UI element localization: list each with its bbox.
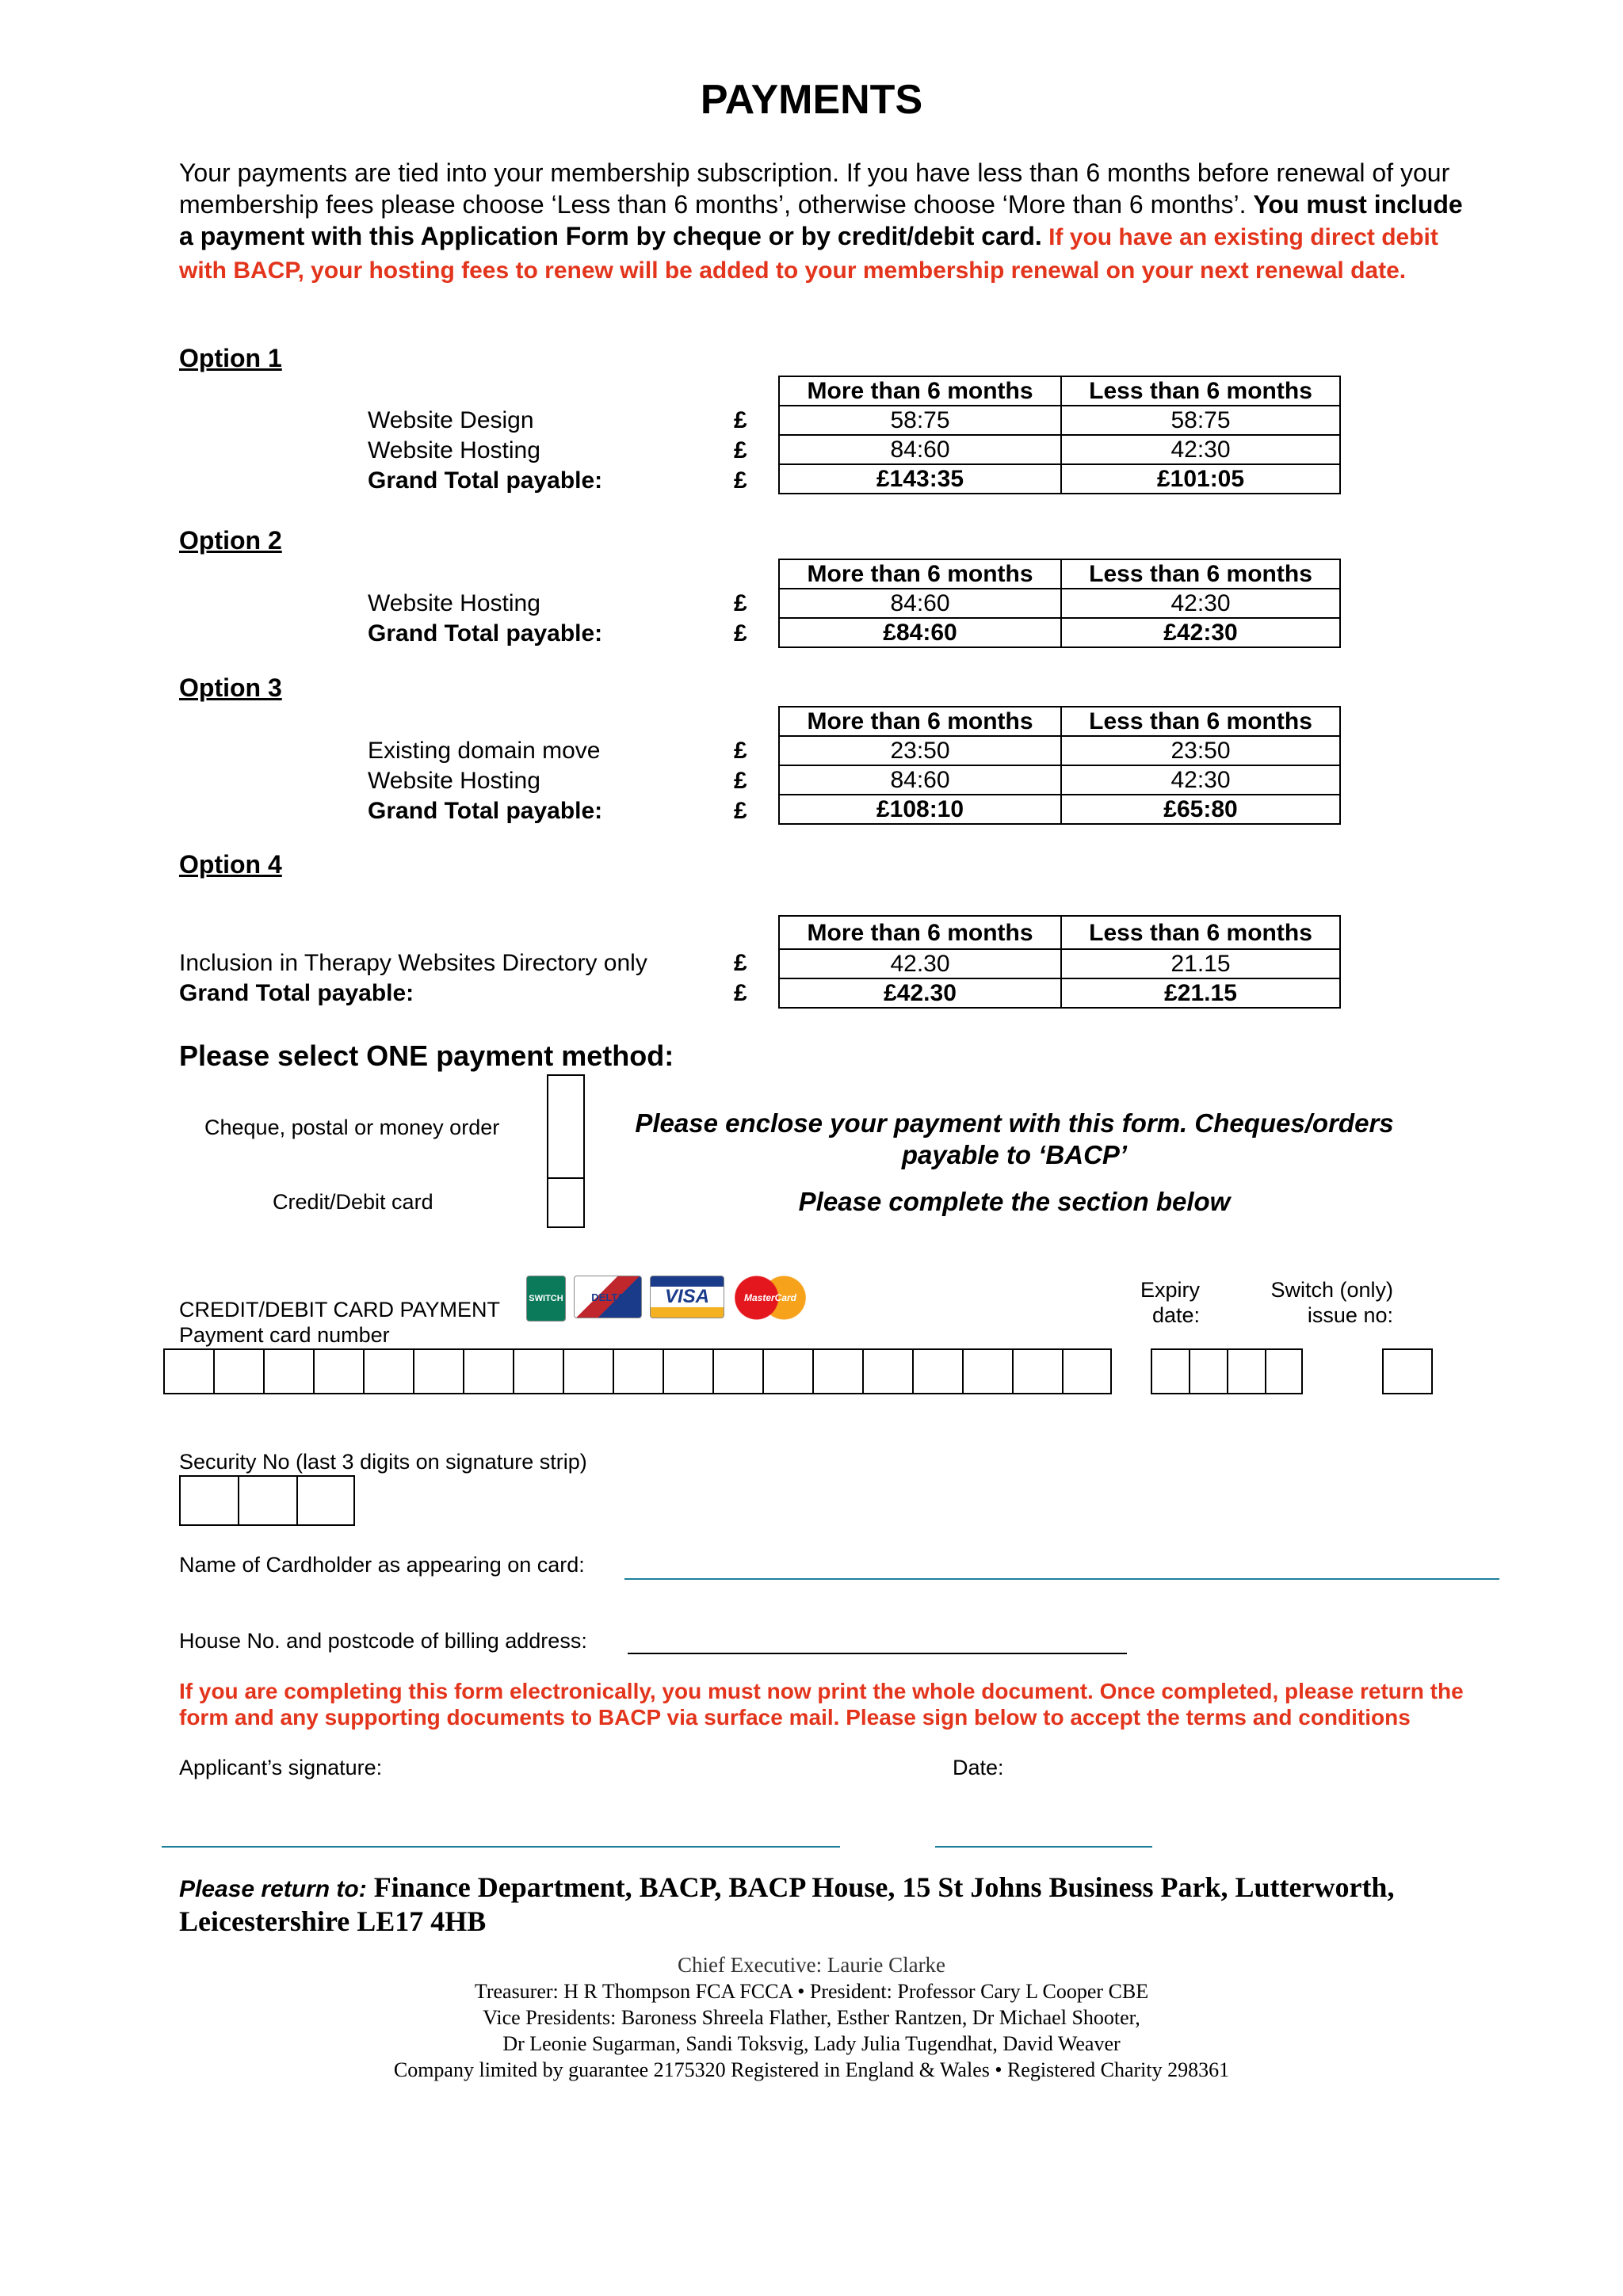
page-title: PAYMENTS [700, 77, 923, 123]
total-cell: £65:80 [1061, 795, 1340, 824]
currency-symbol: £ [734, 768, 747, 794]
col-less-header: Less than 6 months [1061, 916, 1340, 949]
option-3-row-2-label: Website Hosting [368, 768, 540, 794]
billing-address-field[interactable] [628, 1651, 1127, 1654]
price-cell: 84:60 [779, 435, 1061, 464]
price-cell: 23:50 [779, 736, 1061, 765]
option-3-row-1-label: Existing domain move [368, 738, 601, 764]
option-1-row-2-label: Website Hosting [368, 437, 540, 463]
total-cell: £42:30 [1061, 618, 1340, 647]
total-cell: £84:60 [779, 618, 1061, 647]
col-more-header: More than 6 months [779, 559, 1061, 589]
intro-paragraph [179, 157, 1463, 287]
price-cell: 23:50 [1061, 736, 1340, 765]
total-cell: £101:05 [1061, 464, 1340, 494]
card-payment-heading: CREDIT/DEBIT CARD PAYMENT [179, 1298, 501, 1322]
col-less-header: Less than 6 months [1061, 707, 1340, 736]
col-more-header: More than 6 months [779, 916, 1061, 949]
price-cell: 42.30 [779, 949, 1061, 978]
return-address-text: Finance Department, BACP, BACP House, 15 St Johns Business Park, Lutterworth, Leicestershire LE17 4HB [179, 1871, 1395, 1937]
price-cell: 42:30 [1061, 765, 1340, 795]
option-4-row-1-label: Inclusion in Therapy Websites Directory only [179, 950, 647, 976]
option-4-heading: Option 4 [179, 850, 282, 879]
billing-address-label: House No. and postcode of billing address: [179, 1629, 587, 1653]
footer-treasurer: Treasurer: H R Thompson FCA FCCA • President: Professor Cary L Cooper CBE [474, 1980, 1149, 2003]
switch-logo-icon: SWITCH [526, 1276, 566, 1322]
currency-symbol: £ [734, 590, 747, 616]
currency-symbol: £ [734, 407, 747, 433]
footer-vice-presidents-2: Dr Leonie Sugarman, Sandi Toksvig, Lady Julia Tugendhat, David Weaver [502, 2032, 1121, 2055]
card-label: Credit/Debit card [273, 1190, 433, 1214]
col-less-header: Less than 6 months [1061, 559, 1340, 589]
switch-issue-label: Switch (only) issue no: [1270, 1278, 1393, 1327]
card-number-field[interactable] [163, 1348, 1112, 1394]
footer-company: Company limited by guarantee 2175320 Registered in England & Wales • Registered Charity 298361 [393, 2058, 1230, 2081]
date-field[interactable] [935, 1844, 1152, 1848]
expiry-label: Expiry date: [1140, 1278, 1200, 1327]
security-number-field[interactable] [179, 1475, 355, 1526]
cheque-note: Please enclose your payment with this form. Cheques/orders payable to ‘BACP’ [635, 1108, 1394, 1169]
col-more-header: More than 6 months [779, 376, 1061, 406]
price-cell: 58:75 [779, 406, 1061, 435]
cardholder-name-field[interactable] [624, 1577, 1499, 1580]
option-2-row-2-label: Grand Total payable: [368, 620, 603, 646]
option-2-heading: Option 2 [179, 526, 282, 555]
option-2-row-1-label: Website Hosting [368, 590, 540, 616]
card-logos [526, 1276, 808, 1322]
intro-red-note: If you have an existing direct debit with BACP, your hosting fees to renew will be added to your membership renewal on your next renewal date. [179, 224, 1438, 284]
total-cell: £108:10 [779, 795, 1061, 824]
option-1-row-1-label: Website Design [368, 407, 534, 433]
currency-symbol: £ [734, 620, 747, 646]
col-less-header: Less than 6 months [1061, 376, 1340, 406]
cheque-checkbox[interactable] [547, 1074, 585, 1180]
cheque-label: Cheque, postal or money order [204, 1116, 500, 1139]
visa-logo-icon: VISA [650, 1276, 724, 1318]
price-cell: 42:30 [1061, 589, 1340, 618]
option-1-heading: Option 1 [179, 344, 282, 372]
signature-label: Applicant’s signature: [179, 1756, 383, 1779]
total-cell: £143:35 [779, 464, 1061, 494]
intro-text: Your payments are tied into your membership subscription. If you have less than 6 months before renewal of your membership fees please choose ‘Less than 6 months’, otherwise choose ‘More than 6 months’. [179, 158, 1450, 219]
option-1-row-3-label: Grand Total payable: [368, 467, 603, 494]
return-address [179, 1871, 1526, 1937]
option-4-price-table [778, 915, 1341, 1009]
return-prefix: Please return to: [179, 1876, 367, 1902]
price-cell: 84:60 [779, 765, 1061, 795]
card-number-label: Payment card number [179, 1323, 390, 1347]
currency-symbol: £ [734, 437, 747, 463]
mastercard-logo-icon: MasterCard [732, 1276, 808, 1320]
currency-symbol: £ [734, 738, 747, 764]
option-4-row-2-label: Grand Total payable: [179, 980, 414, 1006]
col-more-header: More than 6 months [779, 707, 1061, 736]
delta-logo-icon: DELTA [574, 1276, 642, 1318]
price-cell: 58:75 [1061, 406, 1340, 435]
date-label: Date: [953, 1756, 1004, 1779]
option-1-price-table [778, 376, 1341, 494]
footer [0, 1952, 1623, 2083]
option-2-price-table [778, 559, 1341, 648]
option-3-price-table [778, 706, 1341, 825]
price-cell: 21.15 [1061, 949, 1340, 978]
footer-chief-executive: Chief Executive: Laurie Clarke [677, 1953, 946, 1977]
payment-method-heading: Please select ONE payment method: [179, 1039, 674, 1072]
switch-issue-field[interactable] [1382, 1348, 1433, 1394]
footer-vice-presidents-1: Vice Presidents: Baroness Shreela Flather, Esther Rantzen, Dr Michael Shooter, [483, 2006, 1140, 2029]
currency-symbol: £ [734, 467, 747, 494]
card-checkbox[interactable] [547, 1177, 585, 1228]
total-cell: £21.15 [1061, 978, 1340, 1008]
currency-symbol: £ [734, 798, 747, 824]
intro-bold: You must include a payment with this Application Form by cheque or by credit/debit card. [179, 190, 1463, 250]
price-cell: 42:30 [1061, 435, 1340, 464]
option-3-row-3-label: Grand Total payable: [368, 798, 603, 824]
signature-field[interactable] [162, 1844, 840, 1848]
expiry-date-field[interactable] [1151, 1348, 1303, 1394]
option-3-heading: Option 3 [179, 673, 282, 702]
currency-symbol: £ [734, 950, 747, 976]
security-label: Security No (last 3 digits on signature strip) [179, 1450, 587, 1474]
electronic-completion-note: If you are completing this form electronically, you must now print the whole document. Once completed, please return the form and any supporting documents to BACP via surface mail. Please sign below to accept the terms and conditions [179, 1679, 1464, 1730]
currency-symbol: £ [734, 980, 747, 1006]
cardholder-label: Name of Cardholder as appearing on card: [179, 1553, 585, 1577]
price-cell: 84:60 [779, 589, 1061, 618]
card-note: Please complete the section below [798, 1187, 1231, 1216]
total-cell: £42.30 [779, 978, 1061, 1008]
